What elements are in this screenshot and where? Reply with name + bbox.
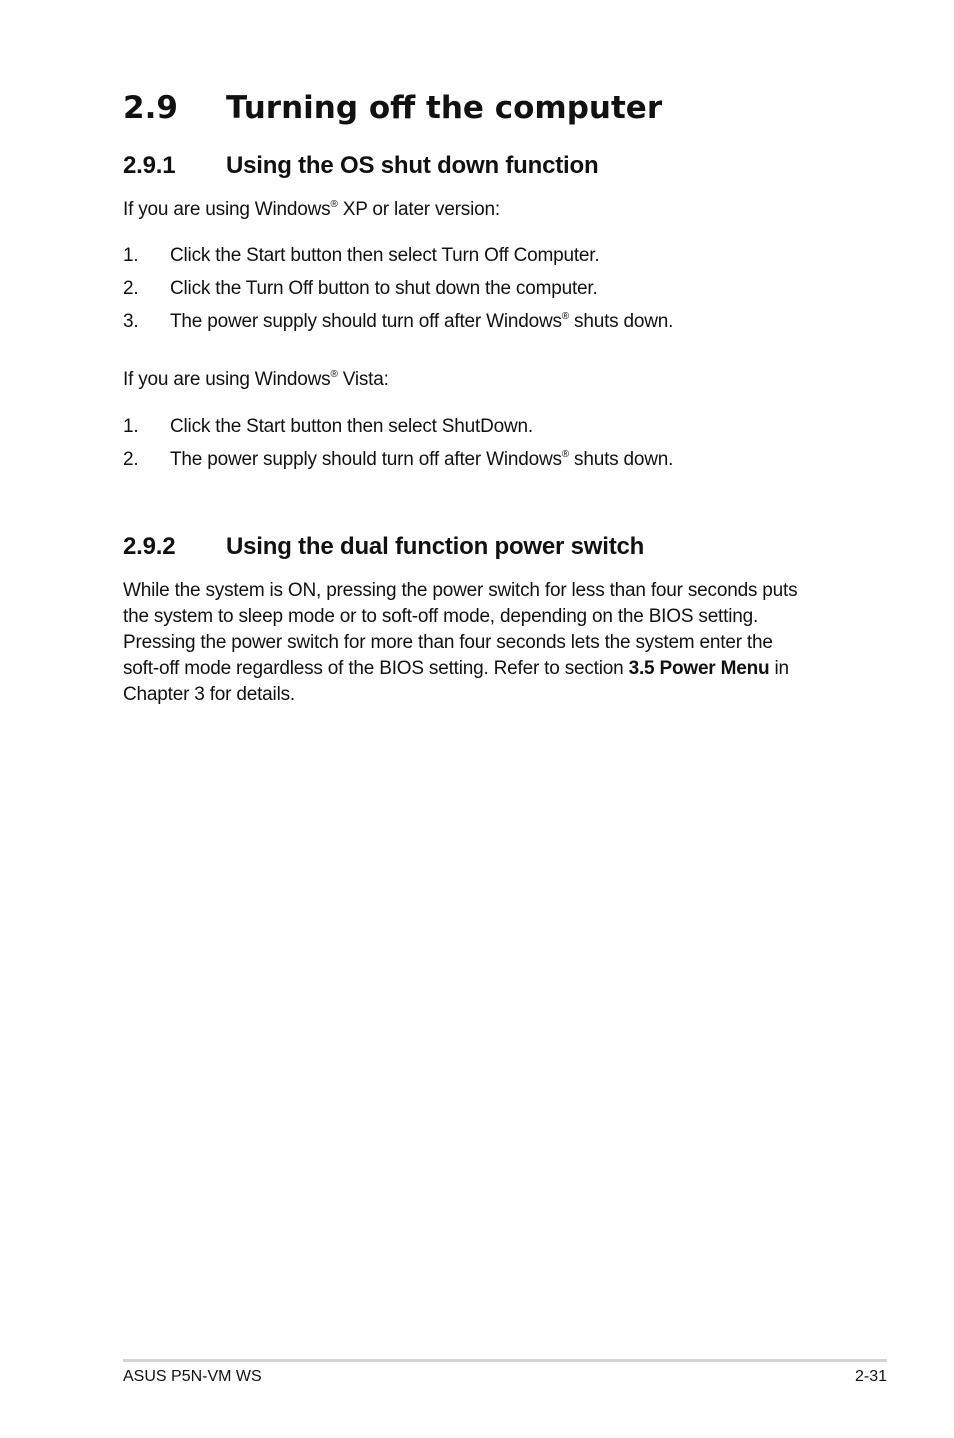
vista-intro: If you are using Windows® Vista: [123,369,389,390]
list-item: 3. The power supply should turn off after Windows® shuts down. [123,311,674,332]
footer-divider [123,1359,887,1362]
section-heading [123,90,662,126]
list-item: 1. Click the Start button then select Turn Off Computer. [123,245,600,266]
list-item: 1. Click the Start button then select ShutDown. [123,416,533,437]
subsection-number: 2.9.2 [123,533,176,560]
subsection-title: Using the OS shut down function [226,152,599,179]
registered-mark: ® [330,199,338,210]
registered-mark: ® [561,311,569,322]
list-item: 2. Click the Turn Off button to shut down the computer. [123,278,598,299]
subsection-number: 2.9.1 [123,152,176,179]
list-item: 2. The power supply should turn off after Windows® shuts down. [123,449,674,470]
section-number: 2.9 [123,90,178,126]
power-menu-reference: 3.5 Power Menu [628,658,770,679]
power-switch-paragraph: While the system is ON, pressing the power switch for less than four seconds puts the system to sleep mode or to soft-off mode, depending on the BIOS setting. Pressing the power switch for more than four seconds lets the system enter the soft-off mode regardless of the BIOS setting. Refer to section 3.5 Power Menu in Chapter 3 for details. [123,580,798,705]
xp-intro: If you are using Windows® XP or later version: [123,199,500,220]
footer-page-number: 2-31 [854,1368,887,1385]
subsection-title: Using the dual function power switch [226,533,645,560]
registered-mark: ® [561,449,569,460]
subsection-heading-os-shutdown [123,152,598,180]
registered-mark: ® [330,369,338,380]
subsection-heading-power-switch [123,533,644,561]
footer-product-name: ASUS P5N-VM WS [123,1368,262,1385]
section-title: Turning off the computer [226,90,663,126]
